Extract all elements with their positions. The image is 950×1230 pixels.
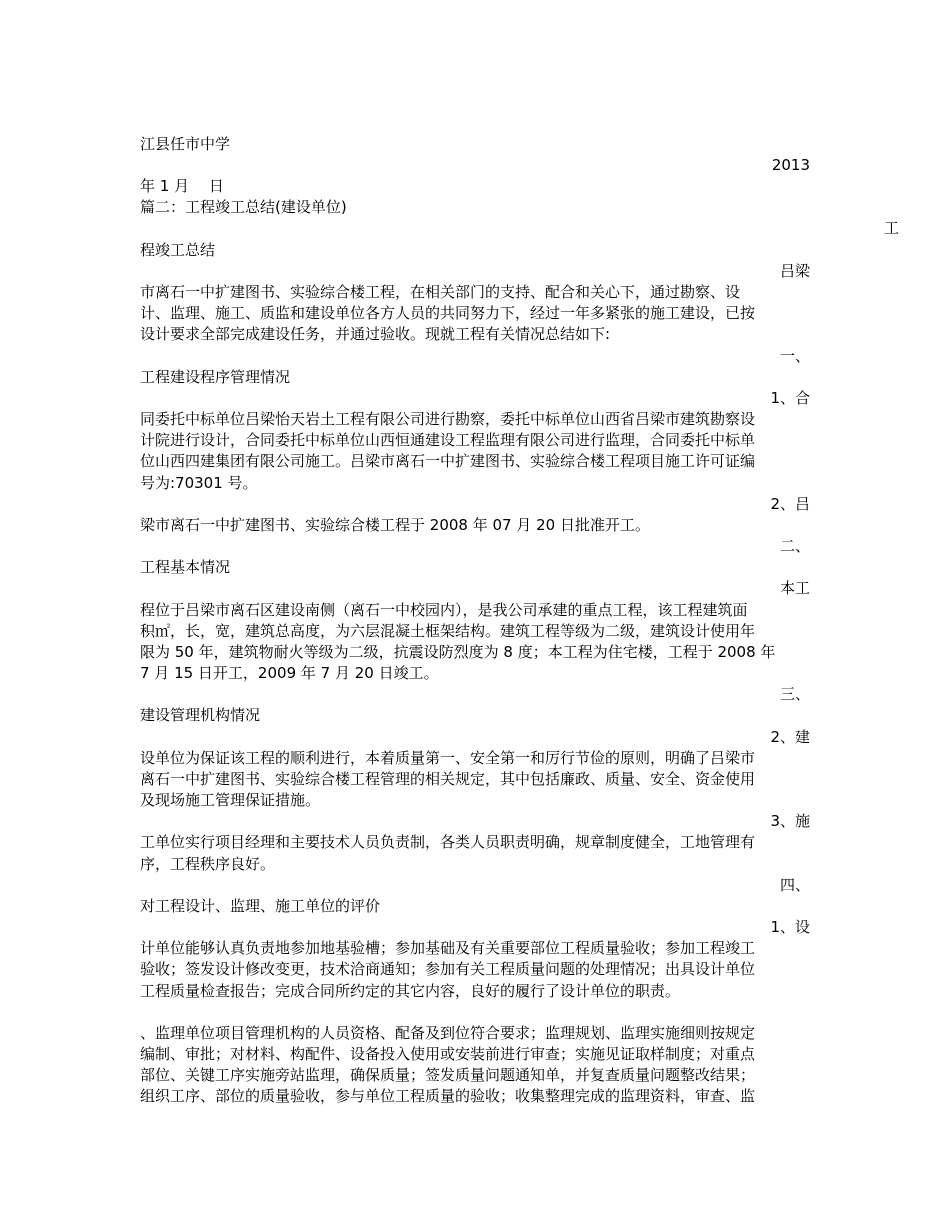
paragraph-line: 验收；签发设计修改变更，技术洽商通知；参加有关工程质量问题的处理情况；出具设计单位 xyxy=(140,960,756,978)
section-heading: 工程建设程序管理情况 xyxy=(140,368,291,386)
paragraph-lead: 本工 xyxy=(779,579,810,597)
article-title: 篇二：工程竣工总结(建设单位) xyxy=(140,198,347,216)
paragraph-line: 部位、关键工序实施旁站监理，确保质量；签发质量问题通知单，并复查质量问题整改结果； xyxy=(140,1066,756,1084)
paragraph-line: 设计要求全部完成建设任务，并通过验收。现就工程有关情况总结如下: xyxy=(140,325,611,343)
section-heading: 对工程设计、监理、施工单位的评价 xyxy=(140,897,381,915)
paragraph-line: 、监理单位项目管理机构的人员资格、配备及到位符合要求；监理规划、监理实施细则按规定 xyxy=(140,1024,756,1042)
paragraph-line: 计单位能够认真负责地参加地基验槽；参加基础及有关重要部位工程质量验收；参加工程竣工 xyxy=(140,939,756,957)
item-number: 2、吕 xyxy=(770,495,810,513)
paragraph-line: 限为 50 年，建筑物耐火等级为二级，抗震设防烈度为 8 度；本工程为住宅楼，工程于 2008 年 xyxy=(140,643,776,661)
item-number: 1、合 xyxy=(770,389,810,407)
section-heading: 工程基本情况 xyxy=(140,558,231,576)
paragraph-line: 序，工程秩序良好。 xyxy=(140,855,276,873)
date-month-day: 年 1 月 日 xyxy=(140,177,224,195)
paragraph-line: 市离石一中扩建图书、实验综合楼工程，在相关部门的支持、配合和关心下，通过勘察、设 xyxy=(140,283,741,301)
item-number: 2、建 xyxy=(770,728,810,746)
paragraph-line: 梁市离石一中扩建图书、实验综合楼工程于 2008 年 07 月 20 日批准开工。 xyxy=(140,516,650,534)
section-number: 四、 xyxy=(779,876,810,894)
section-heading: 建设管理机构情况 xyxy=(140,706,261,724)
paragraph-line: 离石一中扩建图书、实验综合楼工程管理的相关规定，其中包括廉政、质量、安全、资金使用 xyxy=(140,770,756,788)
heading-fragment-right: 工 xyxy=(884,219,900,237)
paragraph-line: 号为:70301 号。 xyxy=(140,474,258,492)
paragraph-line: 设单位为保证该工程的顺利进行，本着质量第一、安全第一和厉行节俭的原则，明确了吕梁市 xyxy=(140,749,756,767)
paragraph-line: 程位于吕梁市离石区建设南侧（离石一中校园内），是我公司承建的重点工程，该工程建筑面 xyxy=(140,601,748,619)
paragraph-line: 及现场施工管理保证措施。 xyxy=(140,791,321,809)
item-number: 1、设 xyxy=(770,918,810,936)
section-number: 一、 xyxy=(779,347,810,365)
paragraph-line: 计、监理、施工、质监和建设单位各方人员的共同努力下，经过一年多紧张的施工建设，已按 xyxy=(140,304,756,322)
paragraph-line: 位山西四建集团有限公司施工。吕梁市离石一中扩建图书、实验综合楼工程项目施工许可证编 xyxy=(140,452,756,470)
date-year: 2013 xyxy=(771,156,810,174)
paragraph-line: 编制、审批；对材料、构配件、设备投入使用或安装前进行审查；实施见证取样制度；对重点 xyxy=(140,1045,756,1063)
section-number: 二、 xyxy=(779,537,810,555)
paragraph-line: 工单位实行项目经理和主要技术人员负责制，各类人员职责明确，规章制度健全，工地管理有 xyxy=(140,833,756,851)
paragraph-line: 积㎡，长，宽，建筑总高度，为六层混凝土框架结构。建筑工程等级为二级，建筑设计使用年 xyxy=(140,622,756,640)
paragraph-line: 组织工序、部位的质量验收，参与单位工程质量的验收；收集整理完成的监理资料，审查、监 xyxy=(140,1087,756,1105)
paragraph-line: 同委托中标单位吕梁怡天岩土工程有限公司进行勘察，委托中标单位山西省吕梁市建筑勘察设 xyxy=(140,410,756,428)
paragraph-line: 工程质量检查报告；完成合同所约定的其它内容，良好的履行了设计单位的职责。 xyxy=(140,982,681,1000)
paragraph-line: 7 月 15 日开工，2009 年 7 月 20 日竣工。 xyxy=(140,664,439,682)
school-name-line: 江县任市中学 xyxy=(140,135,231,153)
heading-fragment: 程竣工总结 xyxy=(140,241,216,259)
section-number: 三、 xyxy=(779,685,810,703)
item-number: 3、施 xyxy=(770,812,810,830)
paragraph-line: 计院进行设计，合同委托中标单位山西恒通建设工程监理有限公司进行监理，合同委托中标单 xyxy=(140,431,756,449)
paragraph-lead: 吕梁 xyxy=(779,262,810,280)
